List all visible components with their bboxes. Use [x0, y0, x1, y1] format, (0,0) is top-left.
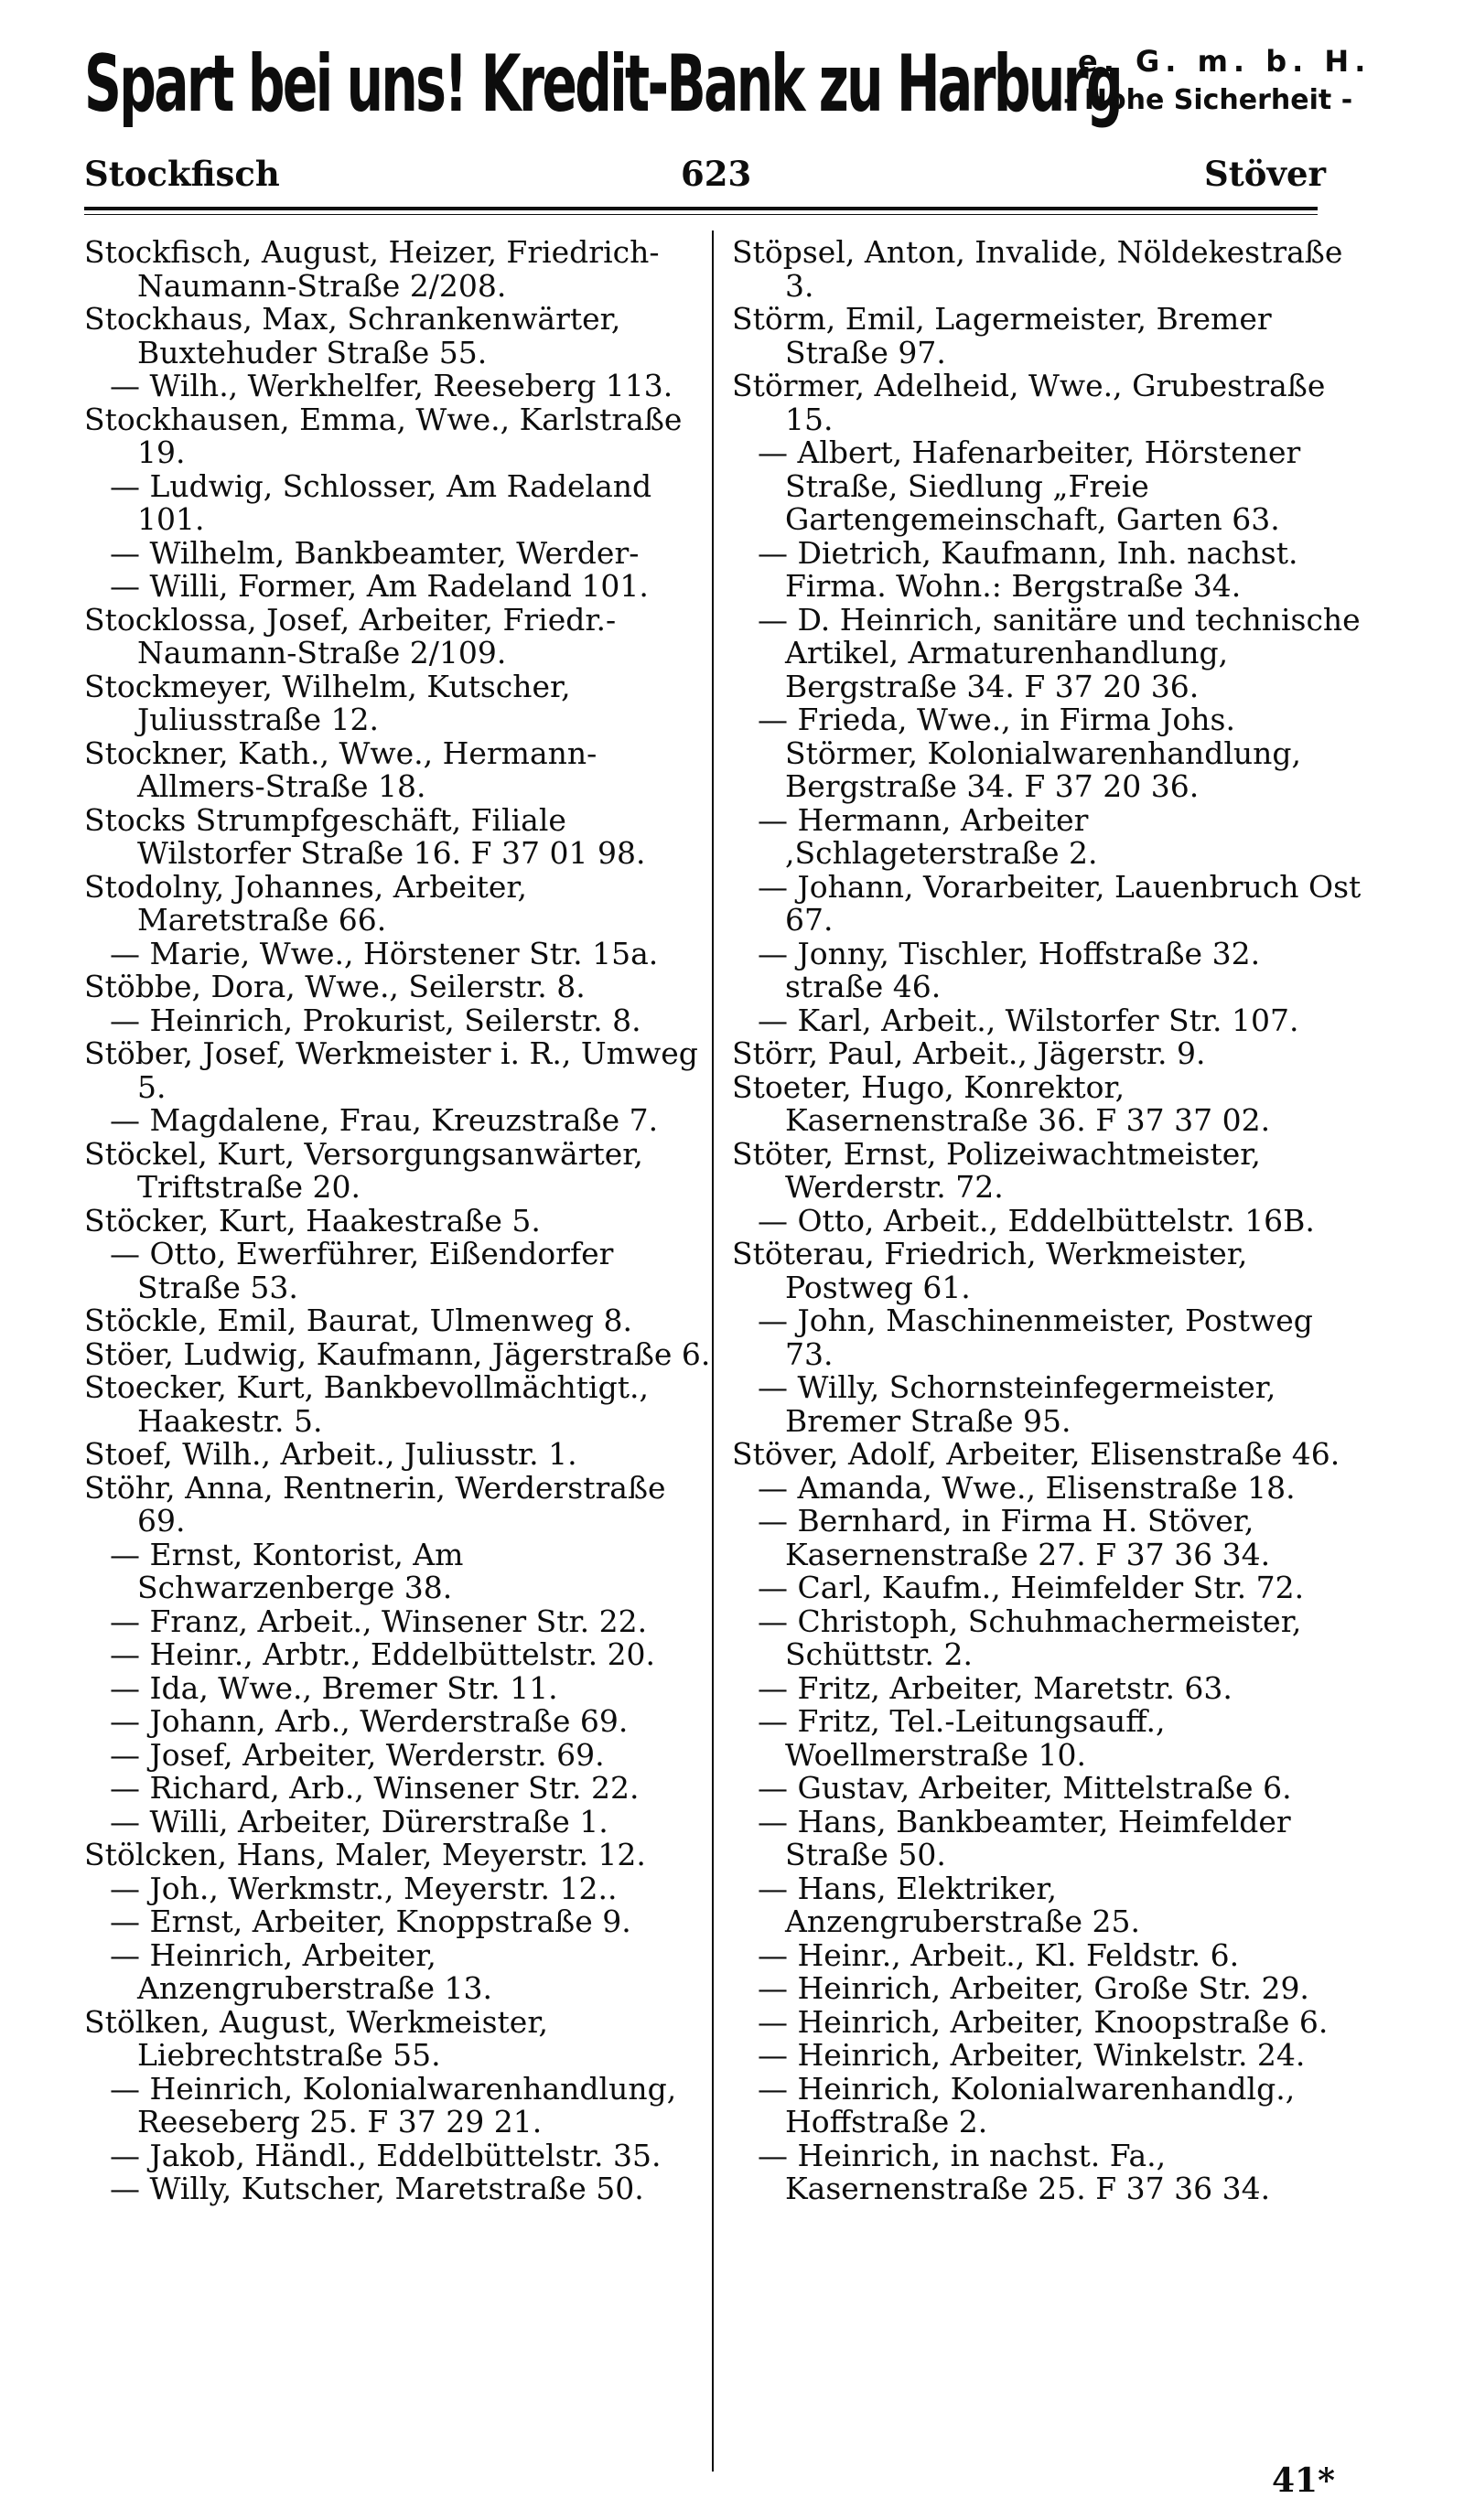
directory-entry: Störmer, Adelheid, Wwe., Grubestraße 15.	[732, 368, 1326, 437]
directory-entry: — Willi, Former, Am Radeland 101.	[110, 568, 649, 604]
directory-entry: — Fritz, Tel.-Leitungsauff., Woellmerstraße 10.	[758, 1703, 1166, 1773]
directory-entry: — Richard, Arb., Winsener Str. 22.	[110, 1770, 640, 1806]
directory-entry: — Heinrich, Prokurist, Seilerstr. 8.	[110, 1002, 641, 1038]
directory-entry: — Willy, Kutscher, Maretstraße 50.	[110, 2171, 644, 2206]
directory-entry: — Heinrich, Arbeiter, Anzengruberstraße 13.	[110, 1936, 493, 2006]
header-rule	[84, 207, 1318, 210]
directory-entry: Stöcker, Kurt, Haakestraße 5.	[84, 1202, 541, 1239]
directory-entry: — Bernhard, in Firma H. Stöver, Kasernenstraße 27. F 37 36 34.	[758, 1503, 1271, 1572]
running-head-first-entry: Stockfisch	[84, 154, 280, 194]
advert-slogan: - Hohe Sicherheit -	[1063, 84, 1353, 116]
bank-advertisement	[84, 35, 1372, 134]
directory-entry: — Karl, Arbeit., Wilstorfer Str. 107.	[758, 1002, 1299, 1038]
directory-entry: Stöter, Ernst, Polizeiwachtmeister, Werderstr. 72.	[732, 1135, 1261, 1205]
directory-entry: — Marie, Wwe., Hörstener Str. 15a.	[110, 935, 659, 971]
directory-entry: Stodolny, Johannes, Arbeiter, Maretstraße 66.	[84, 868, 527, 938]
advert-headline: Spart bei uns! Kredit-Bank zu Harburg	[84, 38, 1122, 130]
directory-entry: — Heinrich, Arbeiter, Winkelstr. 24.	[758, 2037, 1306, 2073]
right-column	[732, 236, 1363, 2206]
directory-entry: — Heinr., Arbtr., Eddelbüttelstr. 20.	[110, 1636, 656, 1672]
directory-entry: Stöckle, Emil, Baurat, Ulmenweg 8.	[84, 1303, 632, 1338]
directory-entry: — Joh., Werkmstr., Meyerstr. 12..	[110, 1870, 618, 1906]
directory-entry: — Jonny, Tischler, Hoffstraße 32. straße 46.	[758, 935, 1261, 1004]
directory-entry: — Wilhelm, Bankbeamter, Werder-	[110, 534, 640, 571]
directory-entry: — Hans, Bankbeamter, Heimfelder Straße 50.	[758, 1803, 1291, 1872]
directory-entry: Stöber, Josef, Werkmeister i. R., Umweg 5.	[84, 1035, 698, 1105]
directory-entry: — Dietrich, Kaufmann, Inh. nachst. Firma. Wohn.: Bergstraße 34.	[758, 534, 1298, 604]
directory-entry: — Magdalene, Frau, Kreuzstraße 7.	[110, 1102, 659, 1138]
directory-entry: — Fritz, Arbeiter, Maretstr. 63.	[758, 1669, 1233, 1706]
directory-entry: — Ernst, Kontorist, Am Schwarzenberge 38.	[110, 1536, 464, 1605]
left-column	[84, 236, 716, 2206]
directory-entry: — Johann, Arb., Werderstraße 69.	[110, 1703, 629, 1739]
directory-entry: — Josef, Arbeiter, Werderstr. 69.	[110, 1736, 605, 1773]
directory-entry: — Heinrich, Kolonialwarenhandlung, Reeseberg 25. F 37 29 21.	[110, 2070, 677, 2139]
directory-entry: Stoef, Wilh., Arbeit., Juliusstr. 1.	[84, 1436, 577, 1472]
directory-entry: Stölken, August, Werkmeister, Liebrechtstraße 55.	[84, 2003, 548, 2073]
directory-entry: Stockmeyer, Wilhelm, Kutscher, Juliusstraße 12.	[84, 668, 571, 737]
directory-entry: — Heinrich, Kolonialwarenhandlg., Hoffstraße 2.	[758, 2070, 1296, 2139]
directory-entry: — Hermann, Arbeiter ,Schlageterstraße 2.	[758, 801, 1098, 871]
advert-company-form: e. G. m. b. H.	[1078, 44, 1372, 79]
directory-entry: — Heinr., Arbeit., Kl. Feldstr. 6.	[758, 1936, 1240, 1973]
directory-entry: — Ludwig, Schlosser, Am Radeland 101.	[110, 467, 652, 537]
directory-entry: Stöver, Adolf, Arbeiter, Elisenstraße 46.	[732, 1436, 1340, 1472]
directory-entry: Stockfisch, August, Heizer, Friedrich-Naumann-Straße 2/208.	[84, 234, 660, 304]
directory-entry: — Johann, Vorarbeiter, Lauenbruch Ost 67.	[758, 868, 1362, 938]
directory-entry: — Christoph, Schuhmachermeister, Schüttstr. 2.	[758, 1603, 1302, 1672]
directory-entry: Stoecker, Kurt, Bankbevollmächtigt., Haakestr. 5.	[84, 1369, 649, 1439]
directory-entry: — Carl, Kaufm., Heimfelder Str. 72.	[758, 1570, 1305, 1605]
directory-entry: — Otto, Ewerführer, Eißendorfer Straße 53.	[110, 1236, 614, 1305]
directory-entry: — John, Maschinenmeister, Postweg 73.	[758, 1303, 1313, 1372]
directory-entry: Stockhaus, Max, Schrankenwärter, Buxtehuder Straße 55.	[84, 301, 621, 370]
directory-entry: — Hans, Elektriker, Anzengruberstraße 25.	[758, 1870, 1141, 1939]
directory-entry: Störr, Paul, Arbeit., Jägerstr. 9.	[732, 1035, 1206, 1071]
directory-entry: Stocks Strumpfgeschäft, Filiale Wilstorfer Straße 16. F 37 01 98.	[84, 801, 646, 871]
directory-entry: Stöpsel, Anton, Invalide, Nöldekestraße 3.	[732, 234, 1343, 304]
column-divider	[712, 231, 714, 2472]
directory-entry: — Ernst, Arbeiter, Knoppstraße 9.	[110, 1903, 631, 1939]
directory-entry: — Heinrich, in nachst. Fa., Kasernenstraße 25. F 37 36 34.	[758, 2137, 1271, 2206]
directory-entry: — Gustav, Arbeiter, Mittelstraße 6.	[758, 1770, 1292, 1806]
directory-entry: Stocklossa, Josef, Arbeiter, Friedr.-Naumann-Straße 2/109.	[84, 601, 617, 670]
directory-entry: — Jakob, Händl., Eddelbüttelstr. 35.	[110, 2137, 662, 2173]
directory-entry: — Frieda, Wwe., in Firma Johs. Störmer, Kolonialwarenhandlung, Bergstraße 34. F 37 20 36.	[758, 702, 1302, 804]
directory-entry: — Albert, Hafenarbeiter, Hörstener Straße, Siedlung „Freie Gartengemeinschaft, Garten 63.	[758, 434, 1301, 537]
directory-entry: Stöhr, Anna, Rentnerin, Werderstraße 69.	[84, 1469, 666, 1539]
directory-entry: — Wilh., Werkhelfer, Reeseberg 113.	[110, 368, 673, 403]
signature-mark: 41*	[1272, 2461, 1335, 2500]
directory-entry: — Willi, Arbeiter, Dürerstraße 1.	[110, 1803, 608, 1839]
running-head-last-entry: Stöver	[1204, 154, 1327, 194]
directory-entry: Stöbbe, Dora, Wwe., Seilerstr. 8.	[84, 969, 586, 1004]
directory-entry: Stöer, Ludwig, Kaufmann, Jägerstraße 6.	[84, 1335, 711, 1372]
header-rule-thin	[84, 214, 1318, 215]
directory-entry: Störm, Emil, Lagermeister, Bremer Straße 97.	[732, 301, 1272, 370]
directory-entry: — Ida, Wwe., Bremer Str. 11.	[110, 1669, 558, 1706]
advert-side	[1063, 42, 1372, 121]
page-number: 623	[681, 154, 752, 194]
directory-entry: Stölcken, Hans, Maler, Meyerstr. 12.	[84, 1837, 646, 1872]
directory-entry: — Amanda, Wwe., Elisenstraße 18.	[758, 1469, 1296, 1506]
directory-entry: Stöckel, Kurt, Versorgungsanwärter, Triftstraße 20.	[84, 1135, 643, 1205]
directory-entry: — D. Heinrich, sanitäre und technische Artikel, Armaturenhandlung, Bergstraße 34. F 37 20 36.	[758, 601, 1361, 704]
directory-entry: — Heinrich, Arbeiter, Große Str. 29.	[758, 1970, 1309, 2006]
directory-entry: — Otto, Arbeit., Eddelbüttelstr. 16B.	[758, 1202, 1315, 1239]
directory-entry: Stöterau, Friedrich, Werkmeister, Postweg 61.	[732, 1236, 1248, 1305]
directory-entry: — Franz, Arbeit., Winsener Str. 22.	[110, 1603, 648, 1639]
directory-entry: Stoeter, Hugo, Konrektor, Kasernenstraße 36. F 37 37 02.	[732, 1068, 1271, 1138]
directory-entry: — Heinrich, Arbeiter, Knoopstraße 6.	[758, 2003, 1329, 2040]
directory-entry: Stockhausen, Emma, Wwe., Karlstraße 19.	[84, 401, 683, 470]
directory-entry: — Willy, Schornsteinfegermeister, Bremer Straße 95.	[758, 1369, 1276, 1439]
directory-entry: Stockner, Kath., Wwe., Hermann-Allmers-Straße 18.	[84, 735, 597, 804]
